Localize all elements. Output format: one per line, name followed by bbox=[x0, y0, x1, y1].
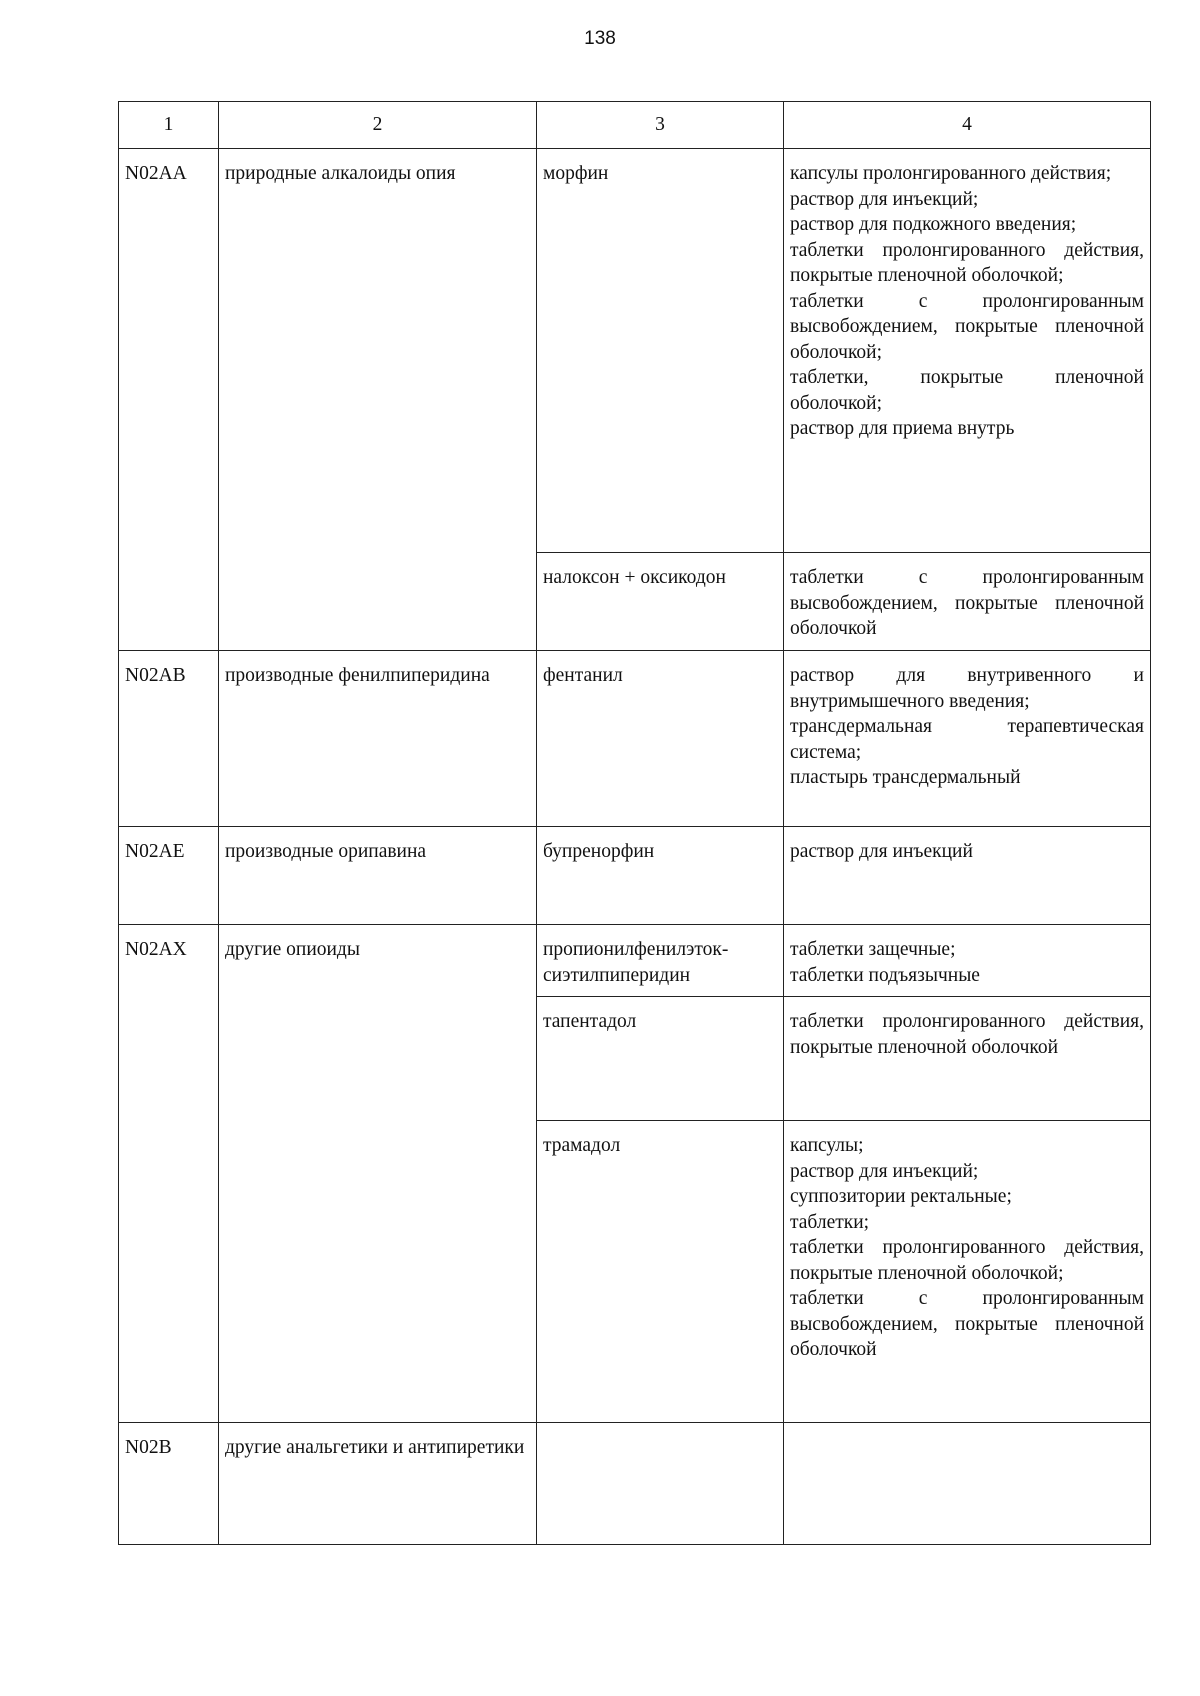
drug-name-cell: фентанил bbox=[537, 651, 784, 827]
table-row bbox=[119, 651, 1151, 827]
dosage-forms-cell bbox=[784, 827, 1151, 925]
dosage-forms-cell bbox=[784, 1423, 1151, 1545]
page-number: 138 bbox=[584, 28, 616, 49]
group-name-text: другие опиоиды bbox=[225, 939, 360, 960]
header-cell: 4 bbox=[784, 102, 1151, 149]
dosage-form-item: капсулы пролонгированного действия; bbox=[790, 163, 1112, 184]
group-name-text: другие анальгетики и антипиретики bbox=[225, 1437, 525, 1458]
dosage-form-item: таблетки подъязычные bbox=[790, 964, 980, 986]
dosage-form-item: раствор для подкожного введения; bbox=[790, 214, 1077, 235]
drug-name-cell: тапентадол bbox=[537, 997, 784, 1121]
group-name-cell bbox=[219, 1423, 537, 1545]
dosage-form-item: таблетки, покрытые пленочной оболочкой; bbox=[790, 367, 1144, 414]
dosage-form-item: трансдермальная терапевтическая система; bbox=[790, 716, 1144, 763]
header-cell: 1 bbox=[119, 102, 219, 149]
dosage-form-item: таблетки пролонгированного действия, покрытые пленочной оболочкой bbox=[790, 1011, 1144, 1058]
drug-name-cell: пропионилфенилэток-сиэтилпиперидин bbox=[537, 925, 784, 997]
dosage-form-item: таблетки пролонгированного действия, покрытые пленочной оболочкой; bbox=[790, 239, 1144, 286]
dosage-forms-cell bbox=[784, 1121, 1151, 1423]
dosage-form-item: раствор для инъекций; bbox=[790, 1160, 979, 1182]
group-name-text: производные орипавина bbox=[225, 841, 427, 862]
table-row bbox=[119, 827, 1151, 925]
table-header-row bbox=[119, 102, 1151, 149]
dosage-form-item: таблетки; bbox=[790, 1211, 870, 1233]
drug-table bbox=[118, 101, 1151, 1545]
group-name-cell bbox=[219, 651, 537, 827]
atc-code-cell: N02B bbox=[119, 1423, 219, 1545]
drug-name-cell bbox=[537, 1423, 784, 1545]
table-row bbox=[119, 149, 1151, 553]
dosage-form-item: таблетки с пролонгированным высвобождением, покрытые пленочной оболочкой bbox=[790, 1288, 1144, 1360]
dosage-forms-cell bbox=[784, 925, 1151, 997]
header-cell: 3 bbox=[537, 102, 784, 149]
atc-code-cell: N02AA bbox=[119, 149, 219, 651]
atc-code-cell: N02AX bbox=[119, 925, 219, 1423]
drug-name-cell: трамадол bbox=[537, 1121, 784, 1423]
header-cell: 2 bbox=[219, 102, 537, 149]
table-row bbox=[119, 1423, 1151, 1545]
table-row bbox=[119, 925, 1151, 997]
dosage-form-item: раствор для приема внутрь bbox=[790, 418, 1015, 439]
dosage-form-item: таблетки с пролонгированным высвобождением, покрытые пленочной оболочкой bbox=[790, 567, 1144, 639]
dosage-form-item: раствор для инъекций; bbox=[790, 188, 979, 210]
group-name-text: производные фенилпиперидина bbox=[225, 665, 490, 686]
dosage-forms-cell bbox=[784, 997, 1151, 1121]
dosage-form-item: суппозитории ректальные; bbox=[790, 1186, 1012, 1207]
dosage-form-item: раствор для инъекций bbox=[790, 841, 973, 862]
dosage-form-item: капсулы; bbox=[790, 1135, 864, 1156]
dosage-form-item: раствор для внутривенного и внутримышечного введения; bbox=[790, 665, 1144, 712]
group-name-text: природные алкалоиды опия bbox=[225, 163, 456, 184]
drug-name-cell: бупренорфин bbox=[537, 827, 784, 925]
drug-name-cell: налоксон + оксикодон bbox=[537, 553, 784, 651]
group-name-cell bbox=[219, 149, 537, 651]
drug-name-cell: морфин bbox=[537, 149, 784, 553]
atc-code-cell: N02AE bbox=[119, 827, 219, 925]
dosage-forms-cell bbox=[784, 651, 1151, 827]
dosage-form-item: пластырь трансдермальный bbox=[790, 767, 1021, 788]
atc-code-cell: N02AB bbox=[119, 651, 219, 827]
group-name-cell bbox=[219, 827, 537, 925]
dosage-forms-cell bbox=[784, 149, 1151, 553]
dosage-forms-cell bbox=[784, 553, 1151, 651]
group-name-cell bbox=[219, 925, 537, 1423]
dosage-form-item: таблетки пролонгированного действия, покрытые пленочной оболочкой; bbox=[790, 1237, 1144, 1284]
dosage-form-item: таблетки с пролонгированным высвобождением, покрытые пленочной оболочкой; bbox=[790, 290, 1144, 363]
dosage-form-item: таблетки защечные; bbox=[790, 939, 956, 960]
